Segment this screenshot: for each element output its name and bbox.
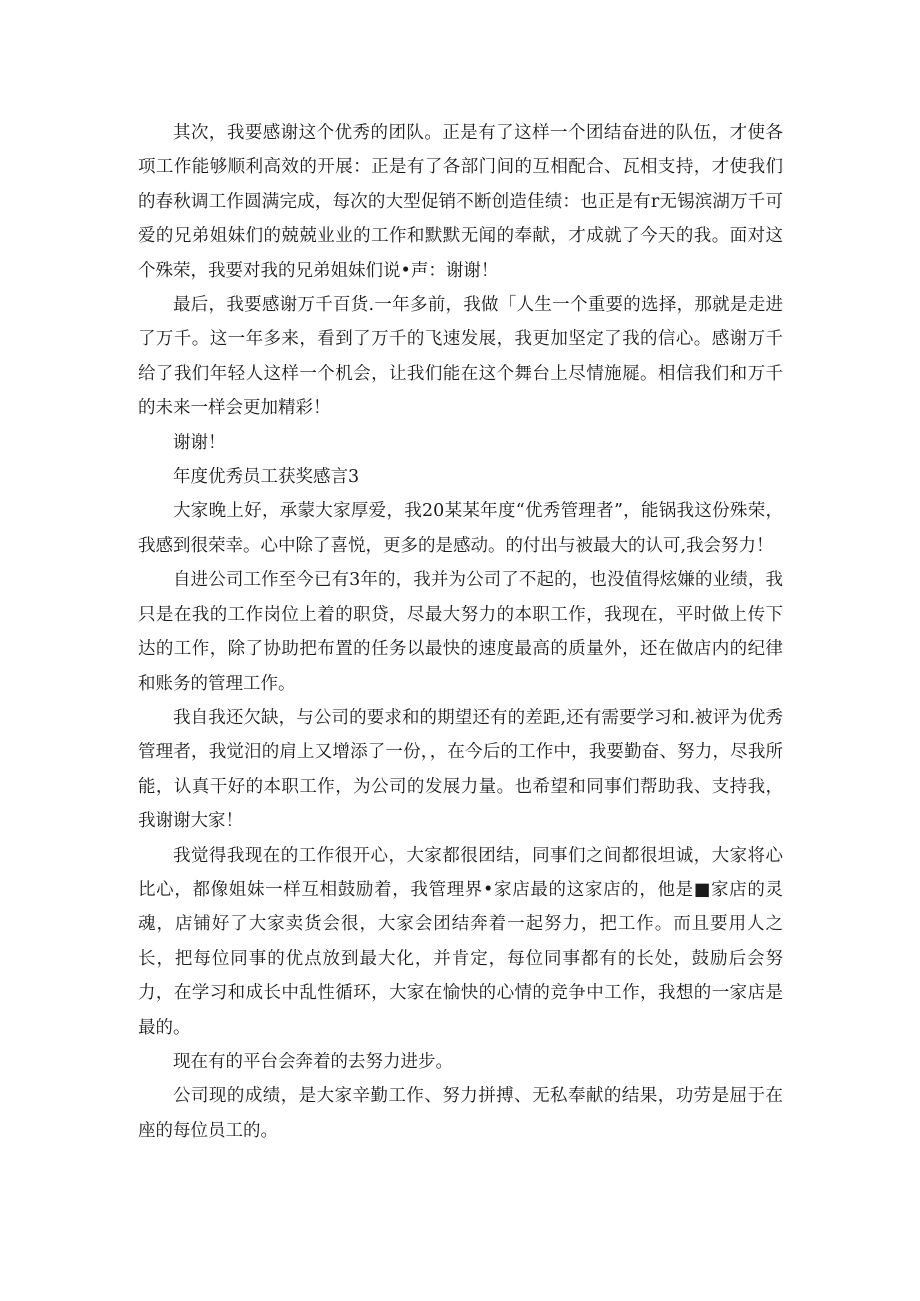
paragraph-thanks-company: 最后，我要感谢万千百货.一年多前，我做「人生一个重要的选择，那就是走进了万千。这一年多来，看到了万千的飞速发展，我更加坚定了我的信心。感谢万千给了我们年轻人这样一个机会，让我们能在这个舞台上尽情施屣。相信我们和万千的未来一样会更加精彩！ — [138, 295, 783, 419]
paragraph-thank-you: 谢谢！ — [173, 432, 226, 453]
paragraph-thanks-team: 其次，我要感谢这个优秀的团队。正是有了这样一个团结奋进的队伍，才使各项工作能够顺利高效的开展：正是有了各部门间的互相配合、瓦相支持，才使我们的春秋调工作圆满完成，每次的大型促销不断创造佳绩：也正是有r无锡滨湖万千可爱的兄弟姐妹们的兢兢业业的工作和默默无闻的奉献，才成就了今天的我。面对这个殊荣，我要对我的兄弟姐妹们说•声：谢谢！ — [138, 123, 783, 281]
document-body — [138, 116, 783, 1148]
paragraph-platform: 现在有的平台会奔着的去努力进步。 — [173, 1051, 453, 1072]
paragraph-opening: 大家晚上好，承蒙大家厚爱，我20某某年度“优秀管理者”，能锅我这份殊荣，我感到很荣幸。心中除了喜悦，更多的是感动。的付出与被最大的认可,我会努力！ — [138, 501, 783, 556]
paragraph-achievements: 公司现的成绩，是大家辛勤工作、努力拼搏、无私奉献的结果，功劳是屈于在座的每位员工的。 — [138, 1086, 783, 1141]
section-title: 年度优秀员工获奖感言3 — [173, 467, 360, 488]
paragraph-team-spirit: 我觉得我现在的工作很开心，大家都很团结，同事们之间都很坦诚，大家将心比心，都像姐妹一样互相鼓励着，我管理界•家店最的这家店的，他是■家店的灵魂，店铺好了大家卖货会很，大家会团结奔着一起努力，把工作。而且要用人之长，把每位同事的优点放到最大化，并肯定，每位同事都有的长处，鼓励后会努力，在学习和成长中乱性循环，大家在愉快的心情的竞争中工作，我想的一家店是最的。 — [138, 845, 783, 1038]
paragraph-self-reflection: 我自我还欠缺，与公司的要求和的期望还有的差距,还有需要学习和.被评为优秀管理者，我觉汨的肩上又增添了一份，，在今后的工作中，我要勤奋、努力，尽我所能，认真干好的本职工作，为公司的发展力量。也希望和同事们帮助我、支持我，我谢谢大家！ — [138, 707, 783, 832]
paragraph-work-history: 自进公司工作至今已有3年的，我并为公司了不起的，也没值得炫嫌的业绩，我只是在我的工作岗位上着的职贷，尽最大努力的本职工作，我现在，平时做上传下达的工作，除了协助把布置的任务以最快的速度最高的质量外，还在做店内的纪律和账务的管理工作。 — [138, 570, 783, 694]
